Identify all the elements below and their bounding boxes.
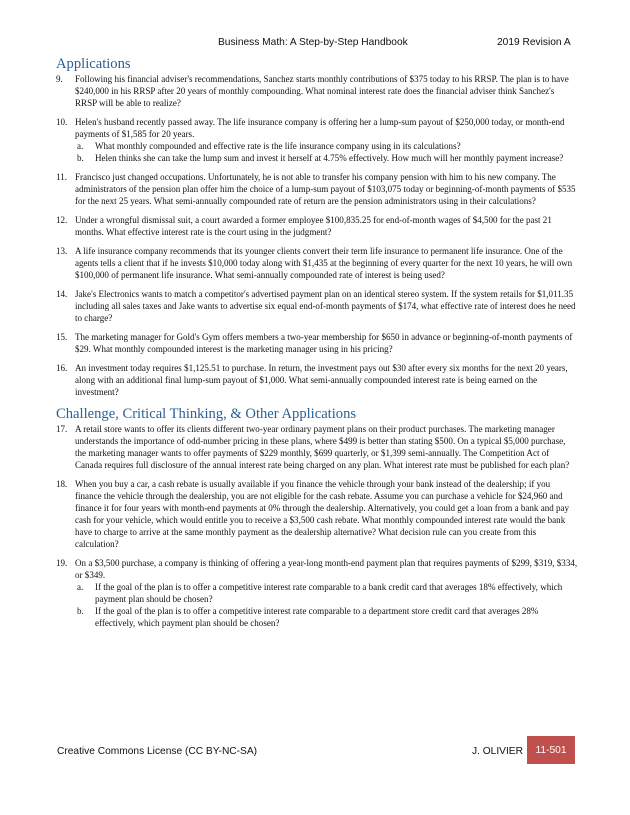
sub-question-letter: a. [77,582,84,592]
question-number: 9. [56,74,63,84]
page-header [0,37,630,51]
question-text: Helen's husband recently passed away. The life insurance company is offering her a lump-sum payout of $250,000 today, or month-end payments of $1,585 for 20 years. [75,117,565,139]
question-item [56,73,578,109]
question-number: 19. [56,558,68,568]
question-number: 16. [56,363,68,373]
question-item [56,478,578,550]
question-text: An investment today requires $1,125.51 to purchase. In return, the investment pays out $30 after every six months for the next 20 years, along with an additional final lump-sum payout of $1,000. What semi-annually compounded interest rate is being earned on the investment? [75,363,568,397]
question-item [56,116,578,164]
applications-question-list [56,73,578,398]
question-text: A life insurance company recommends that its younger clients convert their term life insurance to permanent life insurance. One of the agents tells a client that if he invests $10,000 today along with $1,435 at the beginning of every quarter for the next 10 years, he will own $100,000 of permanent life insurance. What semi-annually compounded rate of interest is being used? [75,246,573,280]
question-text: Jake's Electronics wants to match a competitor's advertised payment plan on an identical stereo system. If the system retails for $1,011.35 including all sales taxes and Jake wants to advertise six equal end-of-month payments of $174, what effective rate of interest does he need to charge? [75,289,576,323]
sub-question-list [75,581,578,629]
page-footer [0,736,630,766]
question-item [56,331,578,355]
sub-question-item [75,140,578,152]
sub-question-item [75,581,578,605]
question-item [56,171,578,207]
question-number: 13. [56,246,68,256]
sub-question-text: What monthly compounded and effective rate is the life insurance company using in its calculations? [95,141,461,151]
page-number-badge: 11-501 [527,736,575,764]
question-item [56,423,578,471]
page-content [56,55,578,636]
question-text: When you buy a car, a cash rebate is usually available if you finance the vehicle through your bank instead of the dealership; if you finance the vehicle through the dealership, you are not eligible for the cash rebate. Assume you can purchase a vehicle for $24,960 and finance it for four years with month-end payments at 0% through the dealership. Alternatively, you could get a loan from a bank and pay cash for your vehicle, which would entitle you to receive a $3,500 cash rebate. What monthly compounded interest rate would the bank have to charge to arrive at the same monthly payment as the dealership alternative? What decision rule can you create from this calculation? [75,479,570,549]
sub-question-text: Helen thinks she can take the lump sum and invest it herself at 4.75% effectively. How much will her monthly payment increase? [95,153,564,163]
revision-label: 2019 Revision A [497,37,571,48]
sub-question-item [75,605,578,629]
question-number: 17. [56,424,68,434]
challenge-question-list [56,423,578,629]
author-label: J. OLIVIER [472,746,523,757]
question-item [56,362,578,398]
license-label: Creative Commons License (CC BY-NC-SA) [57,746,258,757]
question-number: 11. [56,172,67,182]
sub-question-letter: a. [77,141,84,151]
question-text: A retail store wants to offer its clients different two-year ordinary payment plans on their product purchases. The marketing manager understands the importance of odd-number pricing in these plans, where $499 is better than stating $500. On a typical $5,000 purchase, the marketing manager wants to offer payments of $229 monthly, $699 quarterly, or $1,399 semi-annually. The Competition Act of Canada requires full disclosure of the annual interest rate being charged on any plan. What interest rate must be published for each plan? [75,424,570,470]
question-number: 18. [56,479,68,489]
sub-question-text: If the goal of the plan is to offer a competitive interest rate comparable to a department store credit card that averages 28% effectively, which payment plan should be chosen? [95,606,539,628]
question-number: 14. [56,289,68,299]
sub-question-item [75,152,578,164]
sub-question-text: If the goal of the plan is to offer a competitive interest rate comparable to a bank credit card that averages 18% effectively, which payment plan should be chosen? [95,582,563,604]
question-item [56,557,578,629]
sub-question-letter: b. [77,606,84,616]
question-item [56,245,578,281]
book-title: Business Math: A Step-by-Step Handbook [218,37,408,48]
question-item [56,214,578,238]
question-text: Francisco just changed occupations. Unfortunately, he is not able to transfer his company pension with him to his new company. The administrators of the pension plan offer him the choice of a lump-sum payout of $103,075 today or beginning-of-month payments of $535 for the next 25 years. What semi-annually compounded rate of return are the pension administrators using in their calculations? [75,172,576,206]
section-heading-applications: Applications [56,56,131,72]
question-text: Following his financial adviser's recommendations, Sanchez starts monthly contributions of $375 today to his RRSP. The plan is to have $240,000 in his RRSP after 20 years of monthly compounding. What nominal interest rate does the financial adviser think Sanchez's RRSP will be able to realize? [75,74,569,108]
question-text: On a $3,500 purchase, a company is thinking of offering a year-long month-end payment plan that requires payments of $299, $319, $334, or $349. [75,558,578,580]
question-number: 12. [56,215,68,225]
question-text: Under a wrongful dismissal suit, a court awarded a former employee $100,835.25 for end-of-month wages of $4,500 for the past 21 months. What effective interest rate is the court using in the judgment? [75,215,552,237]
sub-question-list [75,140,578,164]
question-number: 10. [56,117,68,127]
question-text: The marketing manager for Gold's Gym offers members a two-year membership for $650 in advance or beginning-of-month payments of $29. What monthly compounded interest is the marketing manager using in his pricing? [75,332,573,354]
question-number: 15. [56,332,68,342]
sub-question-letter: b. [77,153,84,163]
section-heading-challenge: Challenge, Critical Thinking, & Other Applications [56,406,357,422]
question-item [56,288,578,324]
